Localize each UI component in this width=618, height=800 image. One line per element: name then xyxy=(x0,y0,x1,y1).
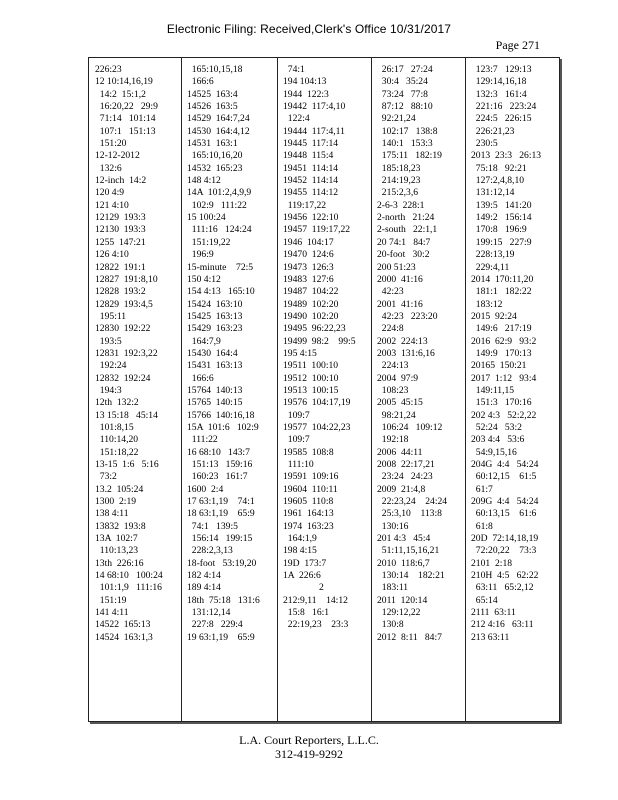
index-entry: 2005 45:15 xyxy=(377,397,423,409)
index-entry: 19511 100:10 xyxy=(283,360,339,372)
index-entry: 2002 224:13 xyxy=(377,335,428,347)
index-entry: 214:19,23 xyxy=(377,175,421,187)
index-entry: 19495 96:22,23 xyxy=(283,323,346,335)
index-entry: 2000 41:16 xyxy=(377,273,423,285)
index-entry: 2016 62:9 93:2 xyxy=(471,335,537,347)
index-entry: 15A 101:6 102:9 xyxy=(187,421,259,433)
index-entry: 101:8,15 xyxy=(95,421,134,433)
index-entry: 20165 150:21 xyxy=(471,360,527,372)
index-entry: 108:23 xyxy=(377,384,409,396)
index-entry: 19591 109:16 xyxy=(283,471,339,483)
index-entry: 195 4:15 xyxy=(283,347,317,359)
index-entry: 26:17 27:24 xyxy=(377,64,433,75)
index-entry: 110:14,20 xyxy=(95,434,139,446)
index-entry: 15:8 16:1 xyxy=(283,607,330,619)
index-entry: 19448 115:4 xyxy=(283,150,334,162)
index-entry: 12130 193:3 xyxy=(95,224,146,236)
index-entry: 1946 104:17 xyxy=(283,236,334,248)
index-entry: 2015 92:24 xyxy=(471,310,517,322)
index-entry: 149:9 170:13 xyxy=(471,347,532,359)
index-entry: 193:5 xyxy=(95,335,122,347)
index-entry: 2003 131:6,16 xyxy=(377,347,435,359)
index-entry: 210H 4:5 62:22 xyxy=(471,570,539,582)
index-entry: 224:13 xyxy=(377,360,409,372)
index-entry: 14529 164:7,24 xyxy=(187,113,250,125)
index-entry: 138 4:11 xyxy=(95,508,129,520)
index-entry: 127:2,4,8,10 xyxy=(471,175,525,187)
index-entry: 132:6 xyxy=(95,162,122,174)
index-entry: 19512 100:10 xyxy=(283,372,339,384)
index-entry: 189 4:14 xyxy=(187,582,221,594)
index-entry: 149:11,15 xyxy=(471,384,515,396)
index-entry: 14526 163:5 xyxy=(187,101,238,113)
index-entry: 201 4:3 45:4 xyxy=(377,533,431,545)
index-entry: 12830 192:22 xyxy=(95,323,151,335)
index-entry: 140:1 153:3 xyxy=(377,138,433,150)
index-entry: 19490 102:20 xyxy=(283,310,339,322)
index-column-1 xyxy=(95,64,181,717)
index-entry: 19499 98:2 99:5 xyxy=(283,335,356,347)
index-entry: 202 4:3 52:2,22 xyxy=(471,409,537,421)
index-entry: 102:17 138:8 xyxy=(377,125,438,137)
index-entry: 12-12-2012 xyxy=(95,150,140,162)
column-divider xyxy=(465,58,466,721)
index-entry: 2-south 22:1,1 xyxy=(377,224,438,236)
index-entry: 18-foot 53:19,20 xyxy=(187,557,257,569)
index-entry: 226:21,23 xyxy=(471,125,515,137)
index-entry: 12829 193:4,5 xyxy=(95,298,153,310)
index-entry: 151:19 xyxy=(95,594,127,606)
index-entry: 107:1 151:13 xyxy=(95,125,156,137)
index-entry: 2012 8:11 84:7 xyxy=(377,631,442,643)
index-entry: 30:4 35:24 xyxy=(377,76,428,88)
index-entry: 166:6 xyxy=(187,76,214,88)
index-entry: 20D 72:14,18,19 xyxy=(471,533,539,545)
index-entry: 19483 127:6 xyxy=(283,273,334,285)
index-entry: 19 63:1,19 65:9 xyxy=(187,631,255,643)
index-entry: 19451 114:14 xyxy=(283,162,339,174)
index-entry: 15764 140:13 xyxy=(187,384,243,396)
index-entry: 19585 108:8 xyxy=(283,446,334,458)
index-entry: 92:21,24 xyxy=(377,113,416,125)
index-entry: 1A 226:6 xyxy=(283,570,321,582)
index-entry: 19455 114:12 xyxy=(283,187,339,199)
index-entry: 18 63:1,19 65:9 xyxy=(187,508,255,520)
index-entry: 16 68:10 143:7 xyxy=(187,446,250,458)
index-entry: 19576 104:17,19 xyxy=(283,397,351,409)
index-entry: 60:13,15 61:6 xyxy=(471,508,537,520)
index-entry: 130:16 xyxy=(377,520,409,532)
index-entry: 13-15 1:6 5:16 xyxy=(95,459,159,470)
index-entry: 12-inch 14:2 xyxy=(95,175,147,187)
index-entry: 61:8 xyxy=(471,520,493,532)
index-entry: 230:5 xyxy=(471,138,498,150)
index-entry: 109:7 xyxy=(283,434,310,446)
index-entry: 119:17,22 xyxy=(283,199,327,211)
index-column-4 xyxy=(377,64,463,717)
index-entry: 2 xyxy=(283,582,324,594)
index-entry: 195:11 xyxy=(95,310,127,322)
index-entry: 111:22 xyxy=(187,434,218,446)
index-entry: 110:13,23 xyxy=(95,545,139,557)
index-entry: 73:24 77:8 xyxy=(377,88,428,100)
index-entry: 150 4:12 xyxy=(187,273,221,285)
index-entry: 126 4:10 xyxy=(95,249,129,261)
index-entry: 2101 2:18 xyxy=(471,557,513,569)
index-entry: 226:23 xyxy=(95,64,122,75)
index-entry: 164:7,9 xyxy=(187,335,221,347)
index-entry: 132:3 161:4 xyxy=(471,88,527,100)
index-entry: 2013 23:3 26:13 xyxy=(471,150,542,162)
word-index-frame xyxy=(88,57,560,722)
index-entry: 196:9 xyxy=(187,249,214,261)
index-entry: 73:2 xyxy=(95,471,117,483)
index-entry: 165:10,15,18 xyxy=(187,64,243,75)
index-entry: 15425 163:13 xyxy=(187,310,243,322)
index-entry: 75:18 92:21 xyxy=(471,162,527,174)
index-entry: 2004 97:9 xyxy=(377,372,419,384)
index-entry: 130:8 xyxy=(377,619,404,631)
index-entry: 170:8 196:9 xyxy=(471,224,527,236)
index-entry: 12 10:14,16,19 xyxy=(95,76,153,88)
index-entry: 15430 164:4 xyxy=(187,347,238,359)
index-entry: 183:12 xyxy=(471,298,503,310)
index-entry: 160:23 161:7 xyxy=(187,471,248,483)
index-entry: 192:24 xyxy=(95,360,127,372)
index-entry: 165:10,16,20 xyxy=(187,150,243,162)
index-entry: 12832 192:24 xyxy=(95,372,151,384)
index-entry: 1255 147:21 xyxy=(95,236,146,248)
index-entry: 60:12,15 61:5 xyxy=(471,471,537,483)
index-entry: 151:13 159:16 xyxy=(187,459,253,470)
index-entry: 183:11 xyxy=(377,582,409,594)
index-entry: 212 4:16 63:11 xyxy=(471,619,534,631)
index-entry: 200 51:23 xyxy=(377,261,416,273)
index-entry: 23:24 24:23 xyxy=(377,471,433,483)
index-entry: 13832 193:8 xyxy=(95,520,146,532)
reporter-footer xyxy=(0,733,618,761)
index-entry: 123:7 129:13 xyxy=(471,64,532,75)
index-entry: 149:6 217:19 xyxy=(471,323,532,335)
filing-stamp: Electronic Filing: Received,Clerk's Office 10/31/2017 xyxy=(166,22,452,36)
index-entry: 19604 110:11 xyxy=(283,483,338,495)
index-entry: 141 4:11 xyxy=(95,607,129,619)
index-entry: 227:8 229:4 xyxy=(187,619,243,631)
index-entry: 14 68:10 100:24 xyxy=(95,570,163,582)
index-entry: 198 4:15 xyxy=(283,545,317,557)
index-entry: 15766 140:16,18 xyxy=(187,409,255,421)
index-entry: 19452 114:14 xyxy=(283,175,339,187)
index-entry: 12129 193:3 xyxy=(95,212,146,224)
column-divider xyxy=(277,58,278,721)
index-entry: 120 4:9 xyxy=(95,187,125,199)
index-entry: 22:23,24 24:24 xyxy=(377,496,448,508)
index-entry: 14522 165:13 xyxy=(95,619,151,631)
index-entry: 19444 117:4,11 xyxy=(283,125,345,137)
column-divider xyxy=(371,58,372,721)
index-entry: 228:13,19 xyxy=(471,249,515,261)
index-entry: 12828 193:2 xyxy=(95,286,146,298)
index-entry: 98:21,24 xyxy=(377,409,416,421)
index-entry: 121 4:10 xyxy=(95,199,129,211)
index-entry: 18th 75:18 131:6 xyxy=(187,594,260,606)
index-entry: 154 4:13 165:10 xyxy=(187,286,255,298)
index-entry: 1974 163:23 xyxy=(283,520,334,532)
index-entry: 209G 4:4 54:24 xyxy=(471,496,539,508)
index-entry: 14A 101:2,4,9,9 xyxy=(187,187,252,199)
index-entry: 1944 122:3 xyxy=(283,88,329,100)
index-entry: 224:5 226:15 xyxy=(471,113,532,125)
index-entry: 149:2 156:14 xyxy=(471,212,532,224)
index-entry: 12827 191:8,10 xyxy=(95,273,158,285)
index-entry: 71:14 101:14 xyxy=(95,113,156,125)
index-entry: 181:1 182:22 xyxy=(471,286,532,298)
index-entry: 106:24 109:12 xyxy=(377,421,443,433)
index-entry: 192:18 xyxy=(377,434,409,446)
reporter-name: L.A. Court Reporters, L.L.C. xyxy=(239,733,379,747)
index-entry: 51:11,15,16,21 xyxy=(377,545,440,557)
index-column-2 xyxy=(187,64,275,717)
index-entry: 72:20,22 73:3 xyxy=(471,545,537,557)
index-entry: 20 74:1 84:7 xyxy=(377,236,431,248)
index-column-3 xyxy=(283,64,369,717)
index-entry: 2014 170:11,20 xyxy=(471,273,534,285)
index-entry: 2006 44:11 xyxy=(377,446,423,458)
index-entry: 54:9,15,16 xyxy=(471,446,517,458)
index-entry: 19487 104:22 xyxy=(283,286,339,298)
index-entry: 164:1,9 xyxy=(283,533,317,545)
index-entry: 221:16 223:24 xyxy=(471,101,537,113)
index-entry: 2-north 21:24 xyxy=(377,212,435,224)
index-entry: 63:11 65:2,12 xyxy=(471,582,534,594)
index-entry: 25:3,10 113:8 xyxy=(377,508,442,520)
index-entry: 182 4:14 xyxy=(187,570,221,582)
index-entry: 12th 132:2 xyxy=(95,397,139,409)
index-entry: 2011 120:14 xyxy=(377,594,428,606)
index-entry: 1961 164:13 xyxy=(283,508,334,520)
index-entry: 15765 140:15 xyxy=(187,397,243,409)
index-entry: 199:15 227:9 xyxy=(471,236,532,248)
index-entry: 229:4,11 xyxy=(471,261,510,273)
index-entry: 194 104:13 xyxy=(283,76,327,88)
index-entry: 20-foot 30:2 xyxy=(377,249,430,261)
index-entry: 129:12,22 xyxy=(377,607,421,619)
index-entry: 204G 4:4 54:24 xyxy=(471,459,539,470)
index-entry: 65:14 xyxy=(471,594,498,606)
index-entry: 224:8 xyxy=(377,323,404,335)
index-entry: 2010 118:6,7 xyxy=(377,557,430,569)
index-entry: 22:19,23 23:3 xyxy=(283,619,349,631)
index-entry: 19577 104:22,23 xyxy=(283,421,351,433)
column-divider xyxy=(181,58,182,721)
index-entry: 203 4:4 53:6 xyxy=(471,434,525,446)
index-entry: 194:3 xyxy=(95,384,122,396)
index-column-5 xyxy=(471,64,557,717)
index-entry: 109:7 xyxy=(283,409,310,421)
index-entry: 1600 2:4 xyxy=(187,483,224,495)
index-entry: 12831 192:3,22 xyxy=(95,347,158,359)
index-entry: 2-6-3 228:1 xyxy=(377,199,425,211)
index-entry: 151:18,22 xyxy=(95,446,139,458)
index-entry: 19473 126:3 xyxy=(283,261,334,273)
index-entry: 213 63:11 xyxy=(471,631,510,643)
index-entry: 1300 2:19 xyxy=(95,496,137,508)
index-entry: 14525 163:4 xyxy=(187,88,238,100)
index-entry: 15424 163:10 xyxy=(187,298,243,310)
index-entry: 101:1,9 111:16 xyxy=(95,582,162,594)
index-entry: 15431 163:13 xyxy=(187,360,243,372)
index-entry: 19470 124:6 xyxy=(283,249,334,261)
index-entry: 166:6 xyxy=(187,372,214,384)
index-entry: 14530 164:4,12 xyxy=(187,125,250,137)
index-entry: 19513 100:15 xyxy=(283,384,339,396)
index-entry: 19456 122:10 xyxy=(283,212,339,224)
index-entry: 13A 102:7 xyxy=(95,533,138,545)
index-entry: 2008 22:17,21 xyxy=(377,459,435,470)
index-entry: 19445 117:14 xyxy=(283,138,339,150)
index-entry: 52:24 53:2 xyxy=(471,421,522,433)
index-entry: 19D 173:7 xyxy=(283,557,327,569)
index-entry: 15-minute 72:5 xyxy=(187,261,254,273)
index-entry: 131:12,14 xyxy=(471,187,515,199)
index-entry: 148 4:12 xyxy=(187,175,221,187)
index-entry: 131:12,14 xyxy=(187,607,231,619)
index-entry: 14531 163:1 xyxy=(187,138,238,150)
index-entry: 2111 63:11 xyxy=(471,607,516,619)
index-entry: 19605 110:8 xyxy=(283,496,334,508)
index-entry: 15 100:24 xyxy=(187,212,226,224)
index-entry: 111:10 xyxy=(283,459,314,470)
index-entry: 42:23 xyxy=(377,286,404,298)
index-entry: 130:14 182:21 xyxy=(377,570,445,582)
index-entry: 14:2 15:1,2 xyxy=(95,88,146,100)
index-entry: 74:1 139:5 xyxy=(187,520,238,532)
index-entry: 13th 226:16 xyxy=(95,557,144,569)
index-entry: 156:14 199:15 xyxy=(187,533,253,545)
index-entry: 13 15:18 45:14 xyxy=(95,409,158,421)
index-entry: 61:7 xyxy=(471,483,493,495)
page-number: Page 271 xyxy=(495,38,540,52)
index-entry: 122:4 xyxy=(283,113,310,125)
index-entry: 13.2 105:24 xyxy=(95,483,144,495)
index-entry: 19489 102:20 xyxy=(283,298,339,310)
index-entry: 2001 41:16 xyxy=(377,298,423,310)
index-entry: 74:1 xyxy=(283,64,305,75)
index-entry: 12822 191:1 xyxy=(95,261,146,273)
index-entry: 139:5 141:20 xyxy=(471,199,532,211)
index-entry: 228:2,3,13 xyxy=(187,545,233,557)
index-entry: 111:16 124:24 xyxy=(187,224,252,236)
index-entry: 212:9,11 14:12 xyxy=(283,594,348,606)
index-entry: 151:3 170:16 xyxy=(471,397,532,409)
index-entry: 14524 163:1,3 xyxy=(95,631,153,643)
index-entry: 102:9 111:22 xyxy=(187,199,247,211)
index-entry: 151:20 xyxy=(95,138,127,150)
index-entry: 2017 1:12 93:4 xyxy=(471,372,537,384)
index-entry: 129:14,16,18 xyxy=(471,76,527,88)
index-entry: 185:18,23 xyxy=(377,162,421,174)
index-entry: 15429 163:23 xyxy=(187,323,243,335)
index-entry: 19442 117:4,10 xyxy=(283,101,346,113)
index-entry: 87:12 88:10 xyxy=(377,101,433,113)
index-entry: 17 63:1,19 74:1 xyxy=(187,496,255,508)
index-entry: 2009 21:4,8 xyxy=(377,483,426,495)
index-entry: 151:19,22 xyxy=(187,236,231,248)
index-entry: 19457 119:17,22 xyxy=(283,224,351,236)
index-entry: 16:20,22 29:9 xyxy=(95,101,158,113)
index-entry: 42:23 223:20 xyxy=(377,310,438,322)
index-entry: 14532 165:23 xyxy=(187,162,243,174)
index-entry: 215:2,3,6 xyxy=(377,187,419,199)
reporter-phone: 312-419-9292 xyxy=(275,747,343,761)
index-entry: 175:11 182:19 xyxy=(377,150,442,162)
